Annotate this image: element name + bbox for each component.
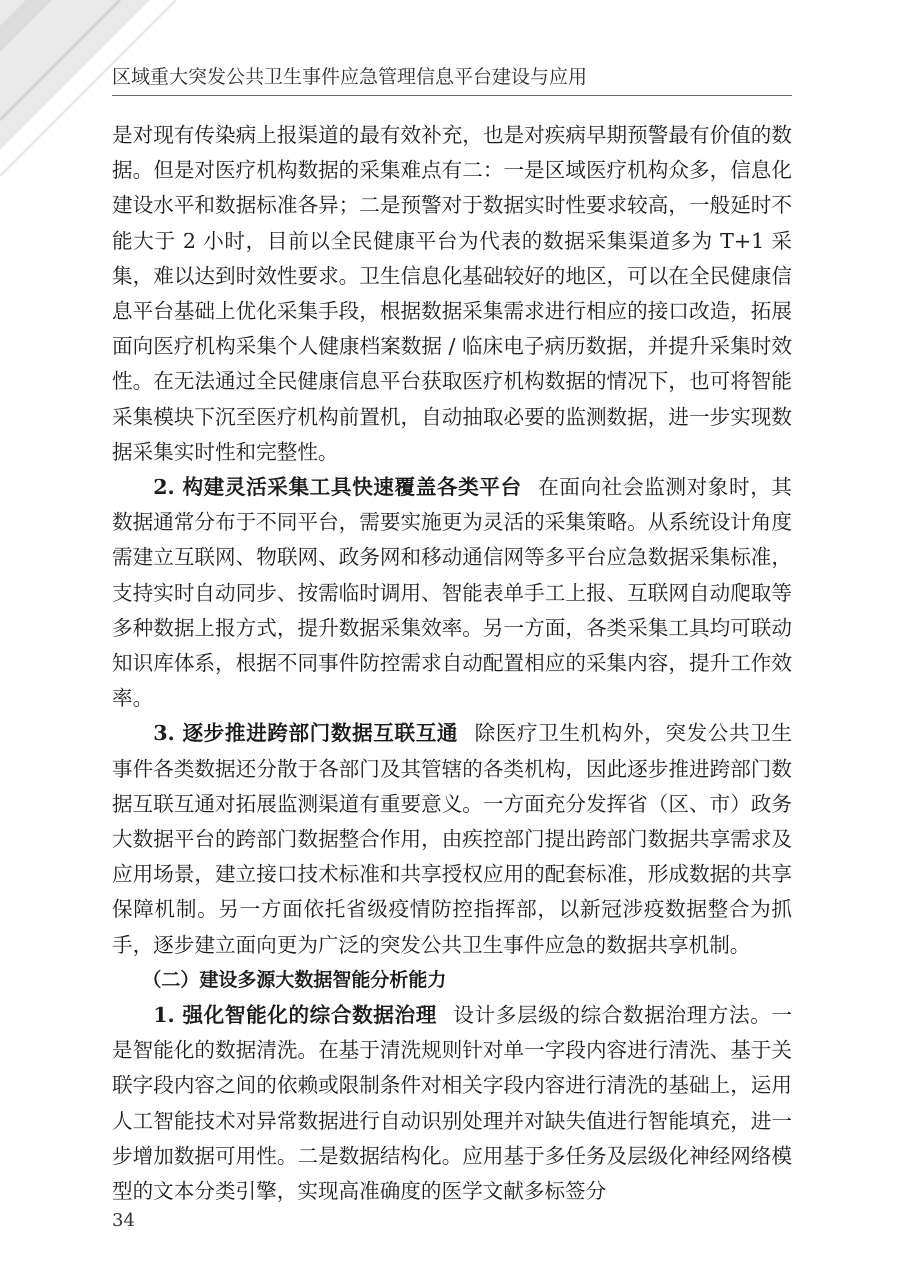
paragraph-item-1 [112, 998, 792, 1209]
page-number: 34 [112, 1210, 135, 1231]
paragraph-item-3 [112, 716, 792, 962]
item-3-title: 3. 逐步推进跨部门数据互联互通 [153, 721, 459, 746]
paragraph-intro: 是对现有传染病上报渠道的最有效补充，也是对疾病早期预警最有价值的数据。但是对医疗机构数据的采集难点有二：一是区域医疗机构众多，信息化建设水平和数据标准各异；二是预警对于数据实时性要求较高，一般延时不能大于 2 小时，目前以全民健康平台为代表的数据采集渠道多为 T+1 采集，难以达到时效性要求。卫生信息化基础较好的地区，可以在全民健康信息平台基础上优化采集手段，根据数据采集需求进行相应的接口改造，拓展面向医疗机构采集个人健康档案数据 / 临床电子病历数据，并提升采集时效性。在无法通过全民健康信息平台获取医疗机构数据的情况下，也可将智能采集模块下沉至医疗机构前置机，自动抽取必要的监测数据，进一步实现数据采集实时性和完整性。 [112, 123, 792, 464]
item-1-title: 1. 强化智能化的综合数据治理 [153, 1003, 437, 1028]
item-1-text: 设计多层级的综合数据治理方法。一是智能化的数据清洗。在基于清洗规则针对单一字段内容进行清洗、基于关联字段内容之间的依赖或限制条件对相关字段内容进行清洗的基础上，运用人工智能技术对异常数据进行自动识别处理并对缺失值进行智能填充，进一步增加数据可用性。二是数据结构化。应用基于多任务及层级化神经网络模型的文本分类引擎，实现高准确度的医学文献多标签分 [112, 1003, 793, 1204]
item-3-text: 除医疗卫生机构外，突发公共卫生事件各类数据还分散于各部门及其管辖的各类机构，因此逐步推进跨部门数据互联互通对拓展监测渠道有重要意义。一方面充分发挥省（区、市）政务大数据平台的跨部门数据整合作用，由疾控部门提出跨部门数据共享需求及应用场景，建立接口技术标准和共享授权应用的配套标准，形成数据的共享保障机制。另一方面依托省级疫情防控指挥部，以新冠涉疫数据整合为抓手，逐步建立面向更为广泛的突发公共卫生事件应急的数据共享机制。 [112, 721, 793, 957]
paragraph-item-2 [112, 470, 792, 716]
item-2-title: 2. 构建灵活采集工具快速覆盖各类平台 [153, 475, 522, 500]
header-divider [112, 95, 792, 96]
main-text [112, 118, 792, 1209]
section-heading: （二）建设多源大数据智能分析能力 [142, 968, 447, 991]
item-2-text: 在面向社会监测对象时，其数据通常分布于不同平台，需要实施更为灵活的采集策略。从系统设计角度需建立互联网、物联网、政务网和移动通信网等多平台应急数据采集标准，支持实时自动同步、按需临时调用、智能表单手工上报、互联网自动爬取等多种数据上报方式，提升数据采集效率。另一方面，各类采集工具均可联动知识库体系，根据不同事件防控需求自动配置相应的采集内容，提升工作效率。 [112, 475, 793, 711]
running-header: 区域重大突发公共卫生事件应急管理信息平台建设与应用 [112, 66, 588, 88]
